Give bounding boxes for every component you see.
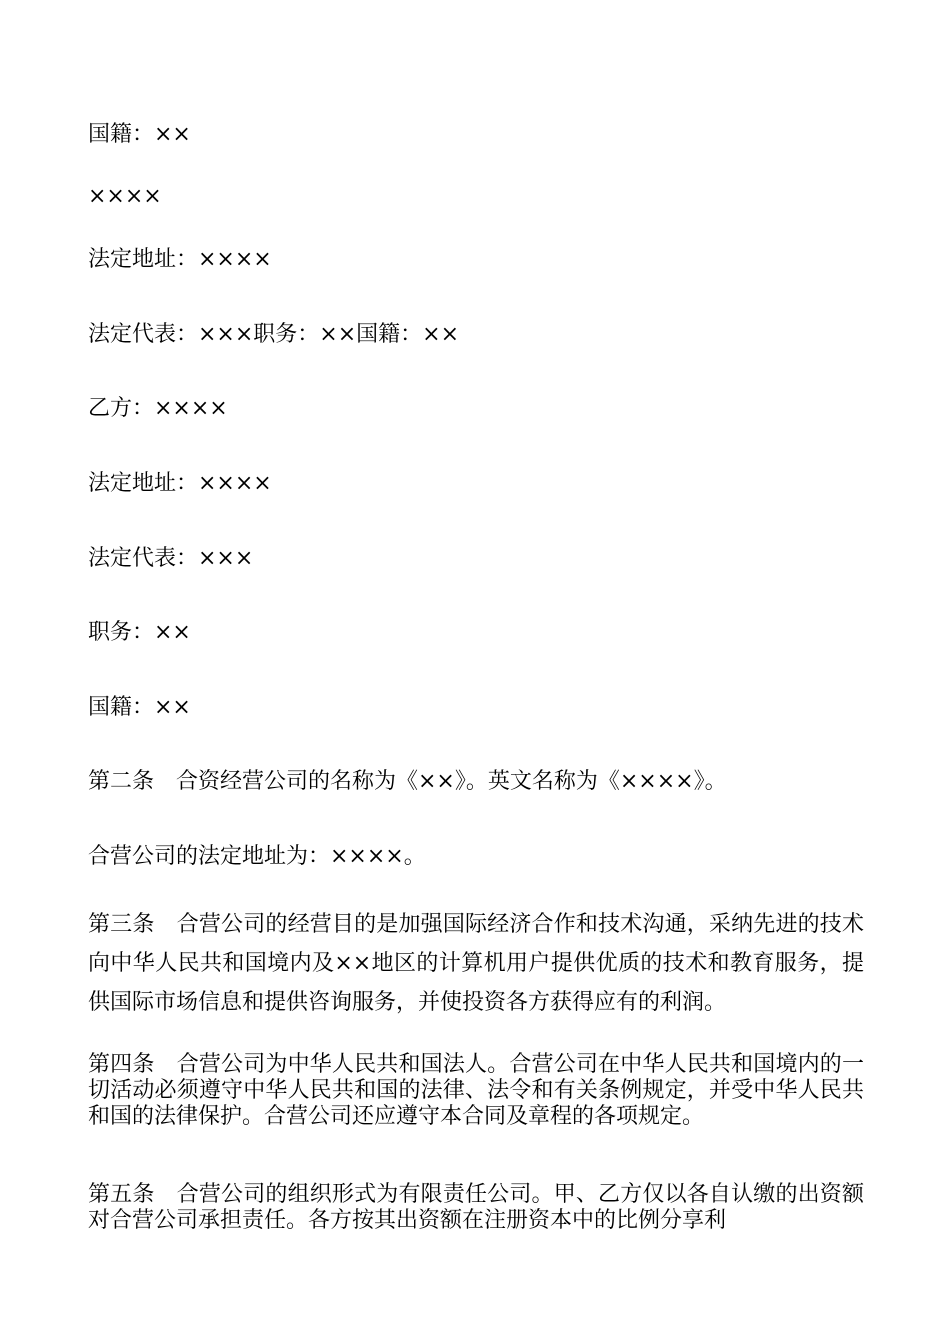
nationality-line-1: 国籍：×× bbox=[88, 122, 191, 147]
legal-address-line-1: 法定地址：×××× bbox=[88, 247, 272, 272]
party-b-line: 乙方：×××× bbox=[88, 396, 228, 421]
article-4-paragraph: 第四条 合营公司为中华人民共和国法人。合营公司在中华人民共和国境内的一切活动必须遵守中华人民共和国的法律、法令和有关条例规定，并受中华人民共和国的法律保护。合营公司还应遵守本合同及章程的各项规定。 bbox=[88, 1052, 864, 1129]
legal-representative-line-1: 法定代表：×××职务：××国籍：×× bbox=[88, 322, 460, 347]
position-line: 职务：×× bbox=[88, 620, 191, 645]
placeholder-line: ×××× bbox=[88, 184, 162, 209]
nationality-line-2: 国籍：×× bbox=[88, 695, 191, 720]
article-5-paragraph: 第五条 合营公司的组织形式为有限责任公司。甲、乙方仅以各自认缴的出资额对合营公司承担责任。各方按其出资额在注册资本中的比例分享利 bbox=[88, 1182, 864, 1233]
company-address-line: 合营公司的法定地址为：××××。 bbox=[88, 844, 426, 869]
article-2-line: 第二条 合资经营公司的名称为《××》。英文名称为《××××》。 bbox=[88, 769, 727, 794]
legal-representative-line-2: 法定代表：××× bbox=[88, 546, 254, 571]
article-3-paragraph: 第三条 合营公司的经营目的是加强国际经济合作和技术沟通，采纳先进的技术向中华人民共和国境内及××地区的计算机用户提供优质的技术和教育服务，提供国际市场信息和提供咨询服务，并使投资各方获得应有的利润。 bbox=[88, 912, 864, 1015]
legal-address-line-2: 法定地址：×××× bbox=[88, 471, 272, 496]
